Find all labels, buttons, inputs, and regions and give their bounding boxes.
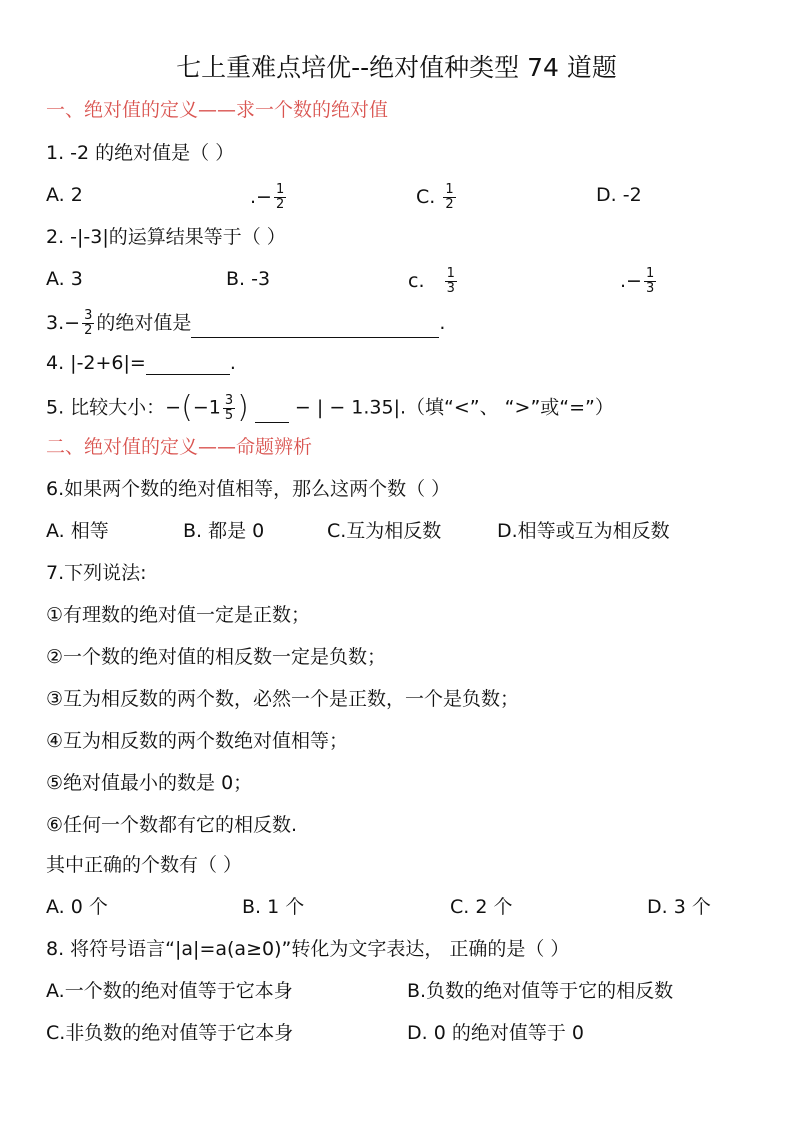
q4-answer-blank[interactable] — [146, 354, 230, 375]
q5-denominator: 5 — [224, 407, 234, 423]
q8-option-c: C.非负数的绝对值等于它本身 — [46, 1022, 294, 1044]
q1-option-c-numerator: 1 — [445, 182, 454, 197]
q1-option-b-numerator: 1 — [275, 182, 285, 197]
q5-prefix: 5. 比较大小：− — [46, 396, 182, 419]
q5-suffix: .（填“<”、 “>”或“=”） — [400, 396, 614, 419]
q7-option-c: C. 2 个 — [450, 896, 513, 918]
section-heading-1: 一、绝对值的定义——求一个数的绝对值 — [46, 99, 389, 121]
q7-statement: ⑥任何一个数都有它的相反数. — [46, 814, 298, 836]
q3-end: . — [439, 312, 446, 334]
page-title: 七上重难点培优--绝对值种类型 74 道题 — [176, 53, 617, 82]
q2-option-a: A. 3 — [46, 268, 83, 290]
q7-statement: ①有理数的绝对值一定是正数； — [46, 604, 311, 626]
q3-fraction — [82, 309, 94, 338]
q1-option-c-prefix: C. — [416, 186, 436, 208]
q2-option-d-prefix: .− — [620, 270, 642, 292]
question-4 — [46, 351, 236, 375]
q6-option-c: C.互为相反数 — [327, 520, 442, 542]
q5-mid: − | − 1.35| — [294, 396, 400, 419]
q2-option-d-numerator: 1 — [645, 266, 655, 281]
q1-option-a: A. 2 — [46, 184, 83, 206]
question-7-stem: 7.下列说法: — [46, 562, 147, 584]
q3-answer-blank[interactable] — [191, 317, 439, 338]
q4-stem: 4. |-2+6|= — [46, 352, 146, 374]
q1-option-b — [250, 183, 288, 212]
question-6-stem: 6.如果两个数的绝对值相等，那么这两个数（ ） — [46, 478, 451, 500]
q2-option-c — [408, 267, 459, 296]
q4-end: . — [229, 352, 236, 374]
q7-option-d: D. 3 个 — [647, 896, 711, 918]
q3-numerator: 3 — [84, 308, 93, 323]
q1-option-b-prefix: .− — [250, 186, 272, 208]
q5-left-paren: ( — [181, 390, 193, 425]
q2-option-c-fraction — [445, 267, 457, 296]
q2-option-d — [620, 267, 658, 296]
q7-ask: 其中正确的个数有（ ） — [46, 854, 243, 876]
q8-option-d: D. 0 的绝对值等于 0 — [407, 1022, 584, 1044]
q3-prefix: 3.− — [46, 312, 81, 334]
q5-inner: −1 — [192, 396, 221, 419]
question-5 — [46, 390, 614, 425]
section-heading-2: 二、绝对值的定义——命题辨析 — [46, 436, 313, 458]
q2-option-d-fraction — [644, 267, 656, 296]
q8-option-b: B.负数的绝对值等于它的相反数 — [407, 980, 674, 1002]
q1-option-b-denominator: 2 — [275, 197, 285, 212]
q1-option-d: D. -2 — [596, 184, 642, 206]
q2-option-d-denominator: 3 — [645, 281, 655, 296]
q1-option-b-fraction — [274, 183, 286, 212]
q2-option-b: B. -3 — [226, 268, 271, 290]
q2-option-c-denominator: 3 — [446, 281, 455, 296]
question-3 — [46, 309, 445, 338]
q6-option-d: D.相等或互为相反数 — [497, 520, 670, 542]
q3-suffix: 的绝对值是 — [96, 312, 192, 334]
q1-option-c — [416, 183, 458, 212]
q7-option-a: A. 0 个 — [46, 896, 108, 918]
q7-statement: ④互为相反数的两个数绝对值相等； — [46, 730, 349, 752]
q5-numerator: 3 — [224, 392, 234, 408]
question-2-stem: 2. -|-3|的运算结果等于（ ） — [46, 226, 286, 248]
q6-option-a: A. 相等 — [46, 520, 109, 542]
q1-option-c-fraction — [443, 183, 455, 212]
q8-option-a: A.一个数的绝对值等于它本身 — [46, 980, 293, 1002]
q2-option-c-numerator: 1 — [446, 266, 455, 281]
q7-statement: ⑤绝对值最小的数是 0； — [46, 772, 253, 794]
q5-answer-blank[interactable] — [255, 402, 289, 423]
q5-right-paren: ) — [237, 390, 249, 425]
question-1-stem: 1. -2 的绝对值是（ ） — [46, 142, 235, 164]
q7-statement: ③互为相反数的两个数，必然一个是正数，一个是负数； — [46, 688, 520, 710]
q7-option-b: B. 1 个 — [242, 896, 305, 918]
q1-option-c-denominator: 2 — [445, 197, 454, 212]
q6-option-b: B. 都是 0 — [183, 520, 265, 542]
q5-fraction — [223, 394, 235, 423]
question-8-stem: 8. 将符号语言“|a|=a(a≥0)”转化为文字表达， 正确的是（ ） — [46, 938, 570, 960]
q3-denominator: 2 — [84, 323, 93, 338]
q7-statement: ②一个数的绝对值的相反数一定是负数； — [46, 646, 387, 668]
q2-option-c-prefix: c. — [408, 270, 425, 292]
